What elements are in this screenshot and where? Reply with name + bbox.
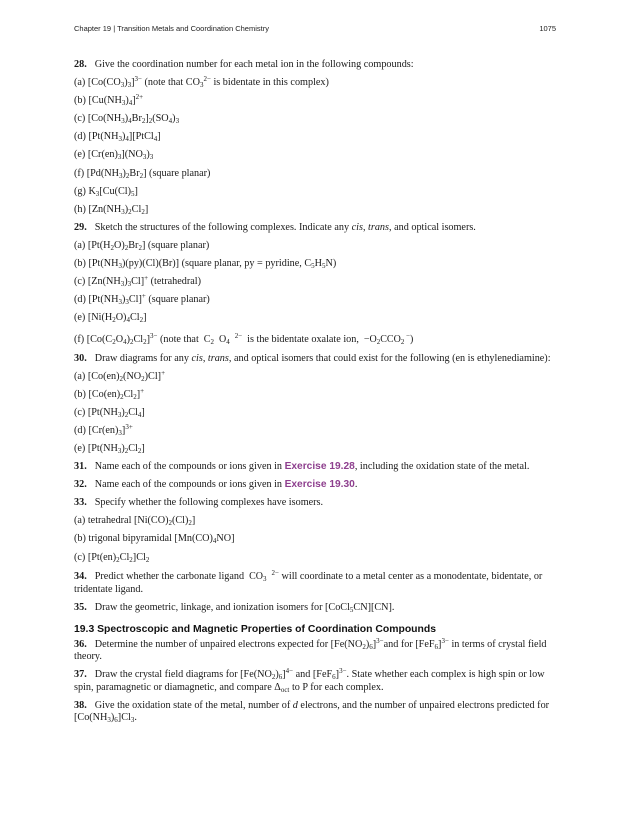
exercise-list xyxy=(74,59,556,731)
exercise-prompt: in terms of crystal field theory. xyxy=(74,638,547,663)
item-label: (f) xyxy=(74,167,85,179)
item-label: (d) xyxy=(74,294,86,306)
exercise-prompt: , and optical isomers that could exist for the following (en is ethylenediamine): xyxy=(228,352,551,364)
exercise-29-a: (a) $[Pt(H_2O)_2Br_2]$ (square planar) xyxy=(74,239,210,252)
exercise-28-b: (b) $[Cu(NH_3)_4]^{2+}$ xyxy=(74,93,144,108)
exercise-prompt: . State whether each complex is high spin or low spin, paramagnetic or diamagnetic, and compare Δ xyxy=(74,669,545,693)
exercise-number: 35. xyxy=(74,602,87,614)
exercise-prompt: . xyxy=(354,479,358,491)
exercise-prompt: CN][CN]. xyxy=(353,602,395,614)
exercise-29-d: (d) $[Pt(NH_3)_3Cl]^+$ (square planar) xyxy=(74,292,210,307)
cis-term: cis xyxy=(351,221,363,233)
exercise-28-d: (d) $[Pt(NH_3)_4][PtCl_4]$ xyxy=(74,131,161,144)
exercise-28-a: (a) $[Co(CO_3)_3]^{3-}$ (note that $CO_3^{2-}$ is bidentate in this complex) xyxy=(74,75,329,90)
item-label: (h) xyxy=(74,203,86,215)
exercise-28-g: (g) $K_3[Cu(Cl)_5]$ xyxy=(74,185,138,198)
exercise-30: 30. Draw diagrams for any cis, trans, and optical isomers that could exist for the following (en is ethylenediamine): xyxy=(74,352,551,364)
item-label: (a) xyxy=(74,370,86,382)
exercise-33-c: (c) $[Pt(en)_2Cl_2]Cl_2$ xyxy=(74,551,150,564)
exercise-29-f: (f) $[Co(C_2O_4)_2Cl_2]^{3-}$ (note that $C_2$ $O_4^{2-}$ is the bidentate oxalate ion, $-O_2CCO_2$ −) xyxy=(74,332,414,347)
item-label: (a) xyxy=(74,77,86,89)
item-label: (b) xyxy=(74,95,86,107)
exercise-number: 30. xyxy=(74,352,87,364)
item-label: (e) xyxy=(74,312,86,324)
exercise-prompt: Give the coordination number for each metal ion in the following compounds: xyxy=(94,59,414,70)
exercise-37: 37. Draw the crystal field diagrams for $[Fe(NO_2)_6]^{4-}$ and $[FeF_6]^{3-}$. State whether each complex is high spin or low spin, paramagnetic or diamagnetic, and compare $\Delta_{oct}$ to P for each complex. xyxy=(74,667,545,694)
exercise-prompt: Sketch the structures of the following complexes. Indicate any xyxy=(94,221,350,233)
exercise-prompt: to P for each complex. xyxy=(291,681,384,693)
exercise-30-e: (e) $[Pt(NH_3)_2Cl_2]$ xyxy=(74,442,145,455)
exercise-prompt: will coordinate to a metal center as a monodentate, bidentate, or tridentate ligand. xyxy=(74,570,543,596)
item-label: (b) xyxy=(74,388,86,400)
item-label: (a) xyxy=(74,239,86,251)
exercise-30-c: (c) $[Pt(NH_3)_2Cl_4]$ xyxy=(74,406,145,419)
page-number: 1075 xyxy=(539,24,556,33)
item-note: is the bidentate oxalate ion, xyxy=(247,334,359,346)
exercise-number: 38. xyxy=(74,699,87,711)
exercise-34 xyxy=(74,570,556,597)
item-label: (d) xyxy=(74,131,86,143)
exercise-prompt: Draw the crystal field diagrams for [Fe(NO xyxy=(94,669,272,681)
exercise-number: 32. xyxy=(74,479,87,491)
exercise-prompt: Determine the number of unpaired electrons expected for [Fe(NO xyxy=(94,638,363,650)
item-note: (square planar, py = pyridine, C xyxy=(181,258,312,270)
exercise-19-30-link[interactable]: Exercise 19.30 xyxy=(284,479,355,491)
exercise-number: 33. xyxy=(74,497,87,509)
exercise-28-c: (c) $[Co(NH_3)_4Br_2]_2(SO_4)_3$ xyxy=(74,113,180,126)
exercise-number: 28. xyxy=(74,59,87,70)
oxalate-structure: $-O_2CCO_2$ −) xyxy=(363,332,414,347)
exercise-number: 37. xyxy=(74,669,87,681)
exercise-33-b: (b) trigonal bipyramidal $[Mn(CO)_4NO]$ xyxy=(74,533,235,546)
exercise-prompt: Predict whether the carbonate ligand xyxy=(94,570,245,582)
item-text: (b) trigonal bipyramidal [Mn(CO) xyxy=(74,533,213,545)
oxalate-formula: $C_2$ $O_4^{2-}$ xyxy=(203,332,243,347)
item-label: (c) xyxy=(74,551,86,563)
exercise-30-d: (d) $[Cr(en)_3]^{3+}$ xyxy=(74,422,133,437)
exercise-prompt: Give the oxidation state of the metal, number of xyxy=(94,699,291,711)
exercise-prompt: , including the oxidation state of the metal. xyxy=(354,461,530,473)
exercise-number: 34. xyxy=(74,570,87,582)
exercise-19-28-link[interactable]: Exercise 19.28 xyxy=(284,461,355,473)
item-text: (a) tetrahedral [Ni(CO) xyxy=(74,515,169,527)
exercise-prompt: Draw the geometric, linkage, and ionization isomers for [CoCl xyxy=(94,602,350,614)
exercise-prompt: Name each of the compounds or ions given in xyxy=(94,461,283,473)
exercise-prompt: electrons, and the number of unpaired electrons predicted for [Co(NH xyxy=(74,699,550,724)
item-label: (c) xyxy=(74,406,86,418)
item-label: (d) xyxy=(74,424,86,436)
cis-term: cis xyxy=(191,352,203,364)
d-electron-term: d xyxy=(292,699,298,711)
item-label: (c) xyxy=(74,113,86,125)
exercise-29-b: (b) $[Pt(NH_3)(py)(Cl)(Br)]$ (square planar, py = pyridine, $C_5H_5N$) xyxy=(74,258,337,271)
exercise-35: 35. Draw the geometric, linkage, and ionization isomers for [CoCl$_5$CN][CN]. xyxy=(74,602,395,615)
item-note: (note that xyxy=(160,334,199,346)
item-note: (note that CO xyxy=(144,77,200,89)
carbonate-formula: $CO_3^{2-}$ xyxy=(249,568,279,583)
exercise-prompt: and [FeF xyxy=(295,669,333,681)
exercise-30-a: (a) $[Co(en)_2(NO_2)Cl]^+$ xyxy=(74,368,166,383)
exercise-number: 31. xyxy=(74,461,87,473)
item-note: is bidentate in this complex) xyxy=(213,77,329,89)
item-label: (f) xyxy=(74,334,85,346)
exercise-36: 36. Determine the number of unpaired electrons expected for $[Fe(NO_2)_6]^{3-}and$ for $[FeF_6]^{3-}$ in terms of crystal field theory. xyxy=(74,636,547,663)
exercise-30-b: (b) $[Co(en)_2Cl_2]^+$ xyxy=(74,386,145,401)
exercise-28-h: (h) $[Zn(NH_3)_2Cl_2]$ xyxy=(74,203,149,216)
exercise-number: 36. xyxy=(74,638,87,650)
exercise-32 xyxy=(74,479,556,492)
chapter-header: Chapter 19 | Transition Metals and Coordination Chemistry xyxy=(74,24,269,33)
exercise-prompt: and for [FeF xyxy=(383,638,435,650)
item-note: (square planar) xyxy=(149,167,211,179)
item-label: (c) xyxy=(74,276,86,288)
exercise-prompt: Draw diagrams for any xyxy=(94,352,189,364)
exercise-38: 38. Give the oxidation state of the metal, number of d electrons, and the number of unpaired electrons predicted for $[Co(NH_3)_6]Cl_3$. xyxy=(74,699,550,725)
exercise-33 xyxy=(74,497,556,510)
delta-oct-subscript: oct xyxy=(280,685,290,694)
exercise-prompt: , and optical isomers. xyxy=(389,221,476,233)
section-heading: 19.3 Spectroscopic and Magnetic Properties of Coordination Compounds xyxy=(74,623,436,635)
exercise-28-f: (f) $[Pd(NH_3)_2Br_2]$ (square planar) xyxy=(74,167,211,180)
item-note: (tetrahedral) xyxy=(150,276,201,288)
item-label: (b) xyxy=(74,258,86,270)
item-label: (e) xyxy=(74,149,86,161)
item-note: (square planar) xyxy=(147,239,210,251)
exercise-28 xyxy=(74,59,556,72)
item-label: (e) xyxy=(74,442,86,454)
exercise-number: 29. xyxy=(74,221,87,233)
exercise-31 xyxy=(74,461,556,474)
trans-term: trans xyxy=(207,352,229,364)
exercise-prompt: Specify whether the following complexes have isomers. xyxy=(94,497,324,509)
exercise-29-e: (e) $[Ni(H_2O)_4Cl_2]$ xyxy=(74,312,147,325)
exercise-29: 29. Sketch the structures of the following complexes. Indicate any cis, trans, and optical isomers. xyxy=(74,221,476,233)
exercise-prompt: Name each of the compounds or ions given in xyxy=(94,479,283,491)
item-label: (g) xyxy=(74,185,86,197)
trans-term: trans xyxy=(368,221,389,233)
item-note: (square planar) xyxy=(148,294,210,306)
exercise-29-c: (c) $[Zn(NH_3)_3Cl]^+$ (tetrahedral) xyxy=(74,274,201,289)
exercise-33-a: (a) tetrahedral $[Ni(CO)_2(Cl)_2]$ xyxy=(74,515,196,528)
exercise-28-e: (e) $[Cr(en)_3](NO_3)_3$ xyxy=(74,149,154,162)
